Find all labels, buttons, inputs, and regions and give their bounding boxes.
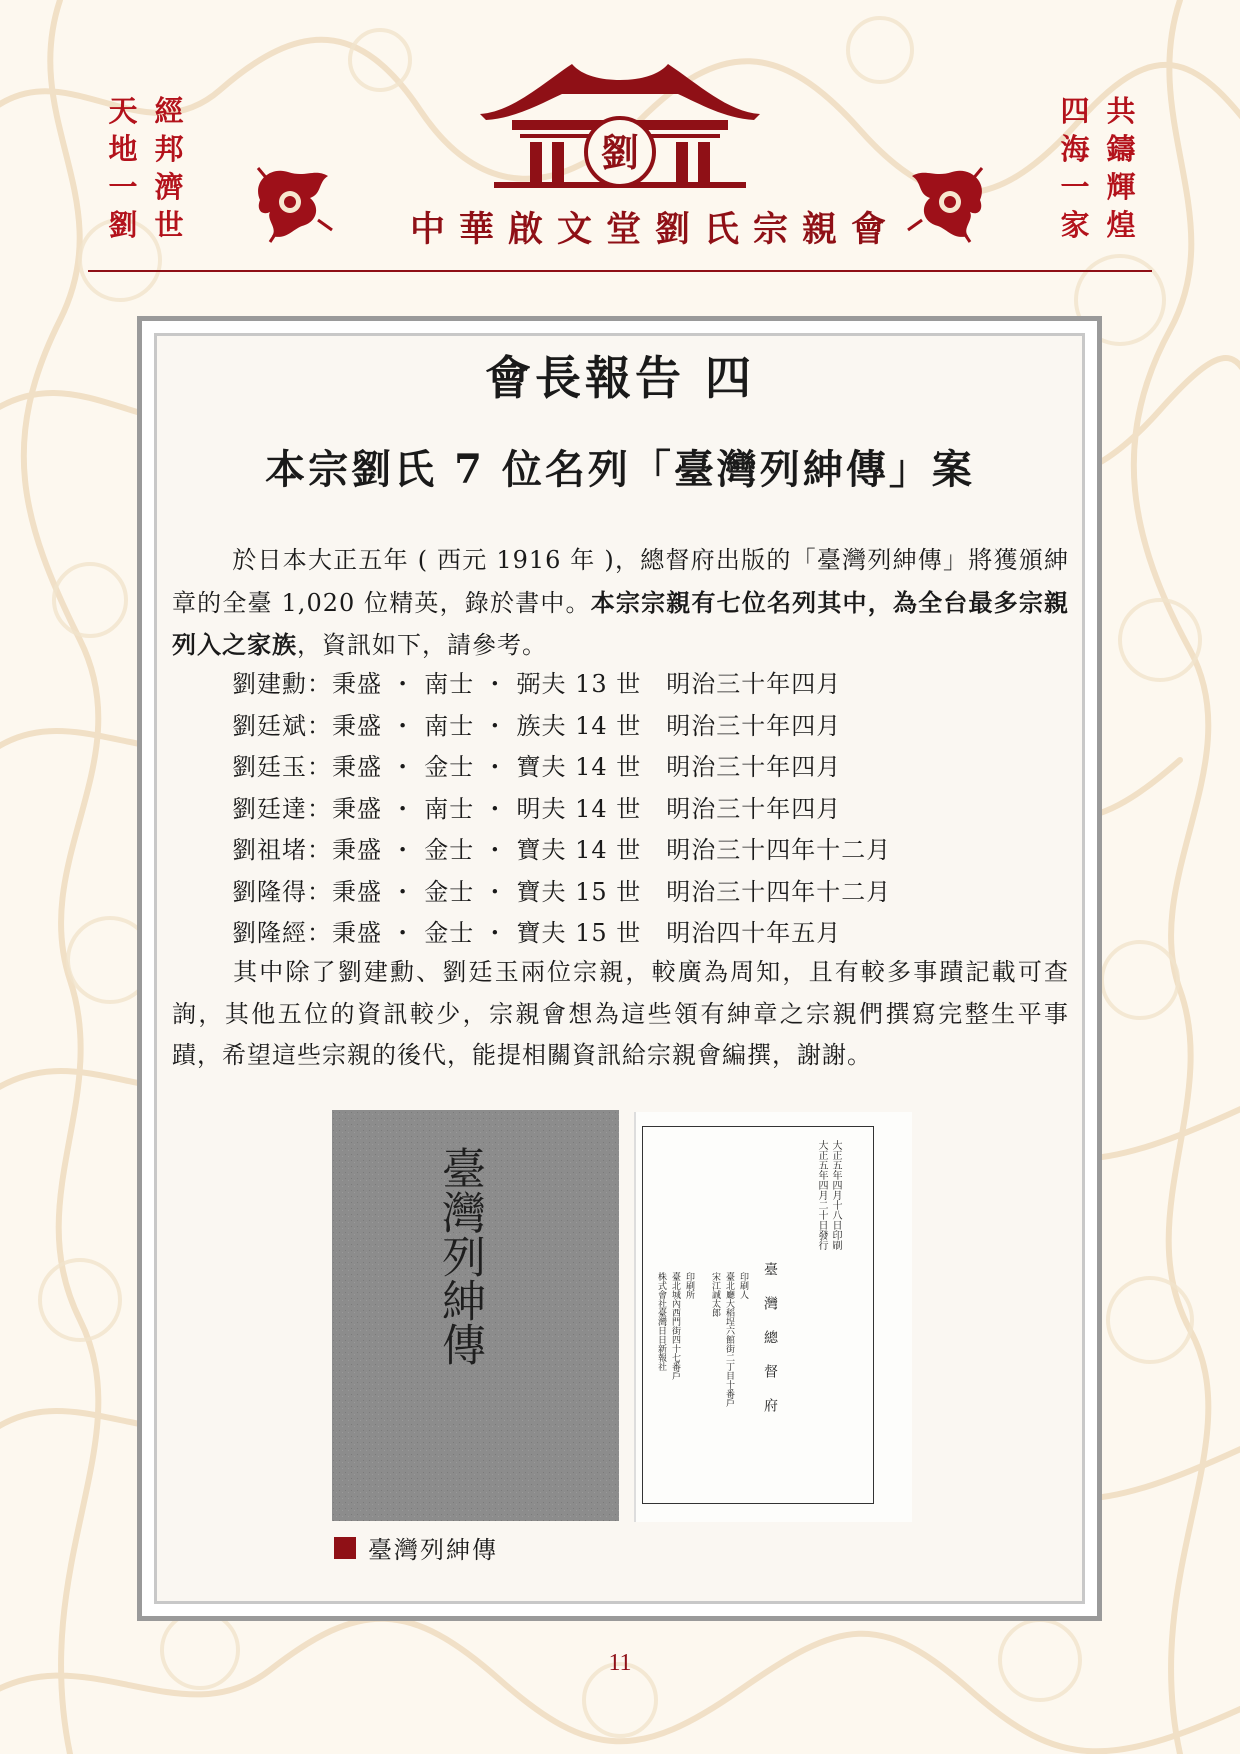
motto-char: 鑄 [1106,132,1136,166]
motto-left-col-outer [154,92,184,244]
motto-char: 海 [1060,132,1090,166]
page-number: 11 [608,1650,632,1676]
colophon-printer-addr: 臺北廳大稻埕六館街二丁目十番戶 [724,1272,734,1407]
dragon-right-icon [902,160,992,244]
dragon-left-icon [248,160,338,244]
colophon-press-name: 株式會社臺灣日日新報社 [656,1272,666,1371]
motto-char: 劉 [108,208,138,242]
motto-char: 地 [108,132,138,166]
intro-tail: ，資訊如下，請參考。 [297,631,547,659]
roster-row: 劉廷玉：秉盛 ・ 金士 ・ 寶夫 14 世 明治三十年四月 [232,753,842,781]
closing-paragraph [172,952,1069,1077]
roster-row: 劉隆得：秉盛 ・ 金士 ・ 寶夫 15 世 明治三十四年十二月 [232,877,892,906]
roster-row: 劉祖堵：秉盛 ・ 金士 ・ 寶夫 14 世 明治三十四年十二月 [232,836,892,864]
caption-square-icon [334,1537,356,1559]
colophon-press-addr: 臺北城內西門街四十七番戶 [670,1272,680,1380]
motto-char: 天 [108,94,138,128]
caption-text: 臺灣列紳傳 [368,1536,498,1564]
motto-char: 家 [1060,208,1090,242]
motto-char: 一 [108,170,138,204]
motto-char: 煌 [1106,208,1136,242]
motto-right-col-outer [1106,92,1136,244]
book-colophon-image [634,1112,912,1522]
motto-char: 一 [1060,170,1090,204]
motto-char: 共 [1106,94,1136,128]
colophon-date: 大正五年四月二十日發行 [816,1140,827,1250]
emblem-char: 劉 [600,130,640,175]
motto-char: 四 [1060,94,1090,128]
motto-left [108,92,184,244]
book-cover-image [332,1110,619,1521]
report-title: 會長報告 四 [484,351,755,405]
intro-bold: 本宗宗親有七位名列其中，為全台最多宗親列入之家族 [172,587,1070,659]
closing-text: 其中除了劉建勳、劉廷玉兩位宗親，較廣為周知，且有較多事蹟記載可查詢，其他五位的資訊較少，宗親會想為這些領有紳章之宗親們撰寫完整生平事蹟，希望這些宗親的後代，能提相關資訊給宗親會編撰，謝謝。 [172,958,1069,1069]
member-roster [232,664,891,955]
colophon-date: 大正五年四月十八日印刷 [830,1140,841,1250]
motto-char: 濟 [154,170,184,204]
motto-right [1060,92,1136,244]
intro-text: 於日本大正五年 ( 西元 1916 年 )，總督府出版的「臺灣列紳傳」將獲頒紳章的全臺 1,020 位精英，錄於書中。 [172,546,1069,617]
image-caption [334,1530,498,1565]
motto-left-col-inner [108,92,138,244]
motto-right-col-inner [1060,92,1090,244]
motto-char: 邦 [154,132,184,166]
colophon-printer-name: 宋江誠太郎 [710,1272,720,1317]
roster-row: 劉隆經：秉盛 ・ 金士 ・ 寶夫 15 世 明治四十年五月 [232,919,842,947]
roster-row: 劉廷斌：秉盛 ・ 南士 ・ 族夫 14 世 明治三十年四月 [232,711,842,740]
colophon-publisher: 臺灣總督府 [762,1262,778,1432]
colophon-press-label: 印刷所 [684,1272,694,1299]
motto-char: 世 [154,208,184,242]
motto-char: 經 [154,94,184,128]
colophon-printer-label: 印刷人 [738,1272,748,1299]
org-name: 中華啟文堂劉氏宗親會 [410,209,901,250]
intro-paragraph [172,540,1069,667]
temple-emblem-icon [472,54,768,188]
roster-row: 劉建勳：秉盛 ・ 南士 ・ 弼夫 13 世 明治三十年四月 [232,670,842,698]
report-subtitle: 本宗劉氏 7 位名列「臺灣列紳傳」案 [265,446,975,493]
roster-row: 劉廷達：秉盛 ・ 南士 ・ 明夫 14 世 明治三十年四月 [232,794,842,823]
header-divider [88,270,1152,272]
book-cover-title: 臺灣列紳傳 [434,1146,485,1366]
motto-char: 輝 [1106,170,1136,204]
